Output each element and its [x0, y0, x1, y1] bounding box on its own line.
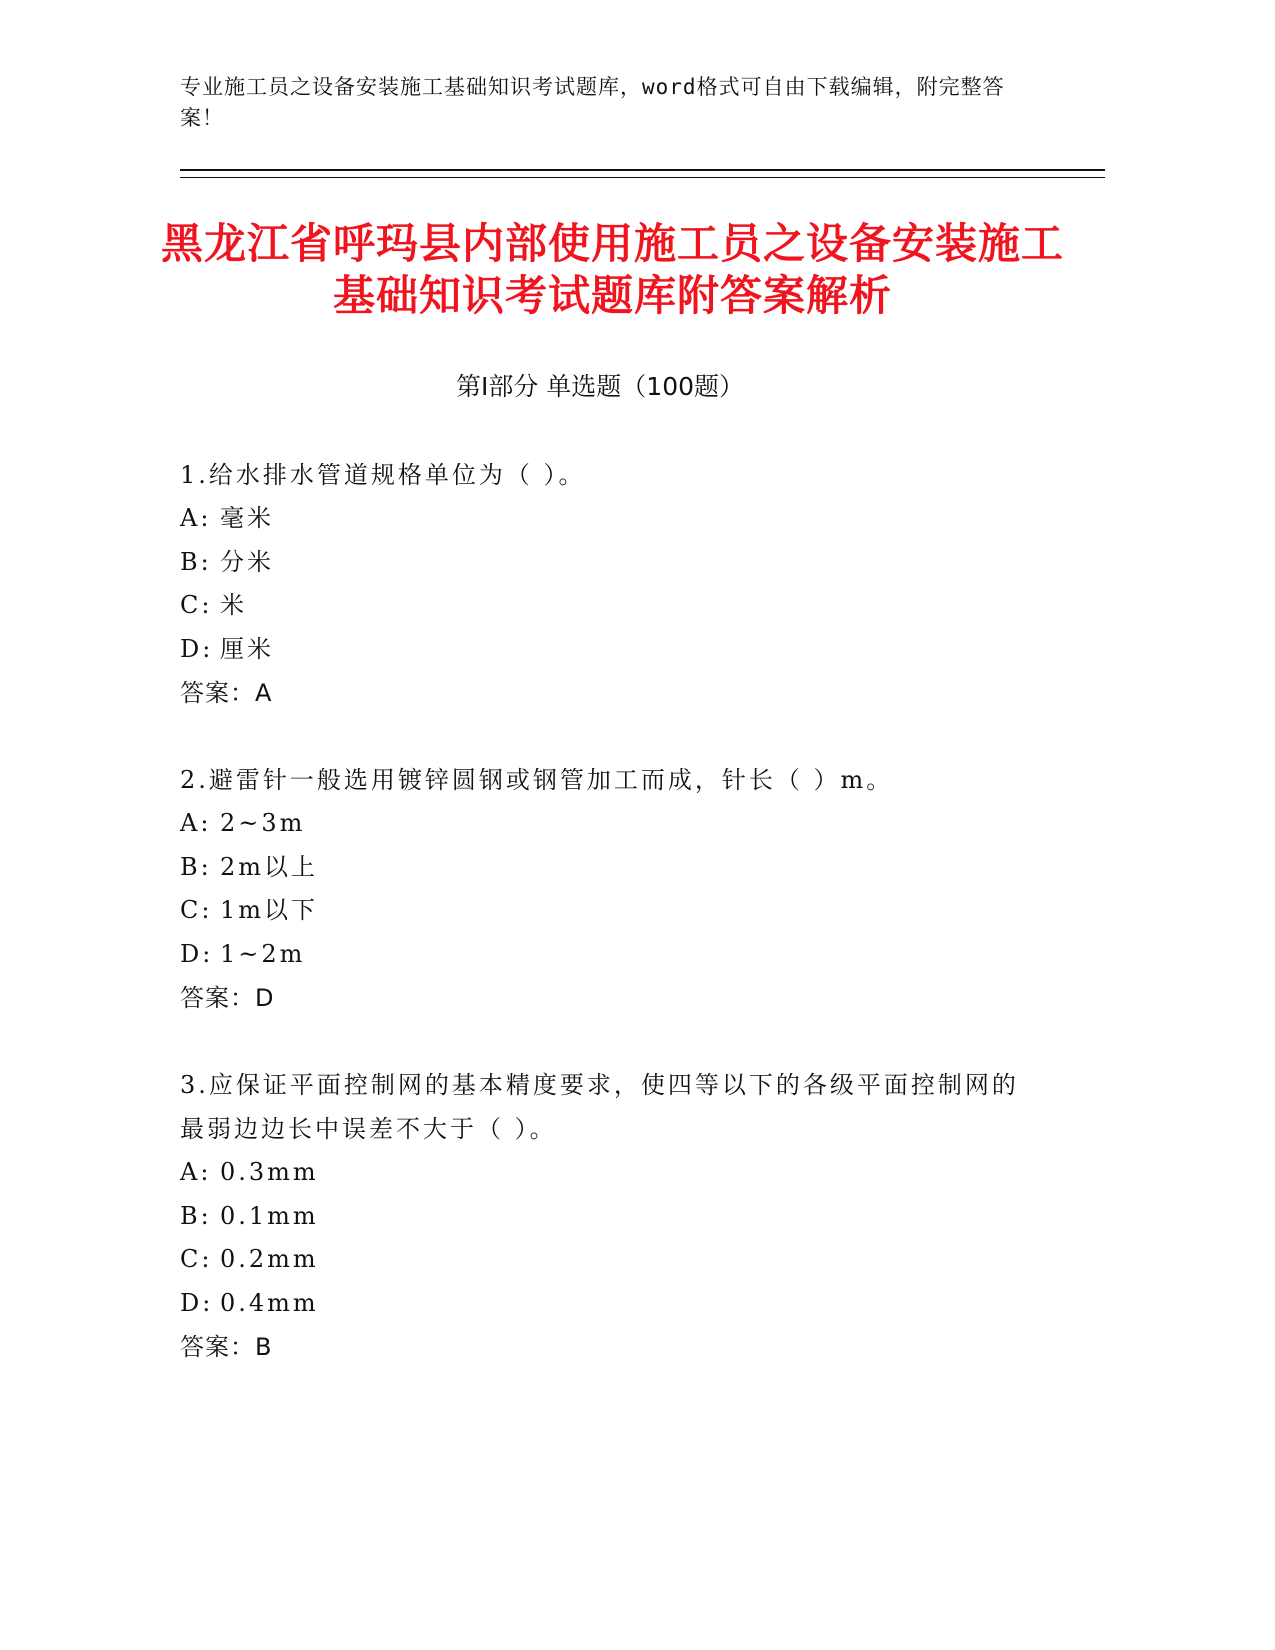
option-c — [180, 1238, 1040, 1282]
option-text: 0.3mm — [220, 1158, 319, 1186]
option-label: B: — [180, 1201, 212, 1230]
option-text: 1~2m — [220, 939, 306, 968]
answer: 答案：B — [180, 1333, 273, 1361]
option-label: D: — [180, 1288, 214, 1317]
option-text: 0.1mm — [220, 1201, 319, 1230]
option-b — [180, 541, 1040, 585]
option-a — [180, 802, 1040, 846]
option-label: D: — [180, 634, 214, 663]
question-text: 3.应保证平面控制网的基本精度要求，使四等以下的各级平面控制网的最弱边边长中误差不大于（ ）。 — [180, 1071, 1019, 1143]
option-label: C: — [180, 896, 213, 924]
option-text: 厘米 — [220, 634, 274, 663]
option-label: A: — [180, 504, 212, 532]
option-text: 毫米 — [220, 504, 274, 532]
option-text: 2m以上 — [220, 852, 319, 881]
option-text: 2~3m — [220, 809, 306, 837]
question-text: 1.给水排水管道规格单位为（ ）。 — [180, 461, 586, 489]
option-label: C: — [180, 591, 213, 619]
option-label: A: — [180, 1158, 212, 1186]
question-1 — [180, 453, 1040, 715]
option-d — [180, 933, 1040, 977]
option-d — [180, 1282, 1040, 1326]
option-a — [180, 497, 1040, 541]
question-2 — [180, 758, 1040, 1020]
question-3 — [180, 1063, 1040, 1369]
option-label: B: — [180, 547, 212, 576]
header-note: 专业施工员之设备安装施工基础知识考试题库，word格式可自由下载编辑，附完整答案！ — [180, 75, 1005, 130]
answer: 答案：D — [180, 984, 275, 1012]
question-text: 2.避雷针一般选用镀锌圆钢或钢管加工而成，针长（ ）m。 — [180, 766, 894, 794]
option-text: 0.2mm — [220, 1245, 319, 1273]
option-label: C: — [180, 1245, 213, 1273]
document-title: 黑龙江省呼玛县内部使用施工员之设备安装施工基础知识考试题库附答案解析 — [160, 219, 1064, 320]
option-c — [180, 584, 1040, 628]
option-text: 0.4mm — [220, 1288, 319, 1317]
option-text: 1m以下 — [220, 896, 319, 924]
option-label: B: — [180, 852, 212, 881]
header-rule-thin — [180, 177, 1105, 178]
option-label: D: — [180, 939, 214, 968]
section-heading: 第I部分 单选题（100题） — [455, 372, 745, 401]
option-b — [180, 846, 1040, 890]
header-rule-thick — [180, 169, 1105, 171]
option-label: A: — [180, 809, 212, 837]
option-d — [180, 628, 1040, 672]
option-text: 分米 — [220, 547, 274, 576]
option-a — [180, 1151, 1040, 1195]
option-b — [180, 1195, 1040, 1239]
option-c — [180, 889, 1040, 933]
answer: 答案：A — [180, 679, 273, 707]
option-text: 米 — [220, 591, 247, 619]
